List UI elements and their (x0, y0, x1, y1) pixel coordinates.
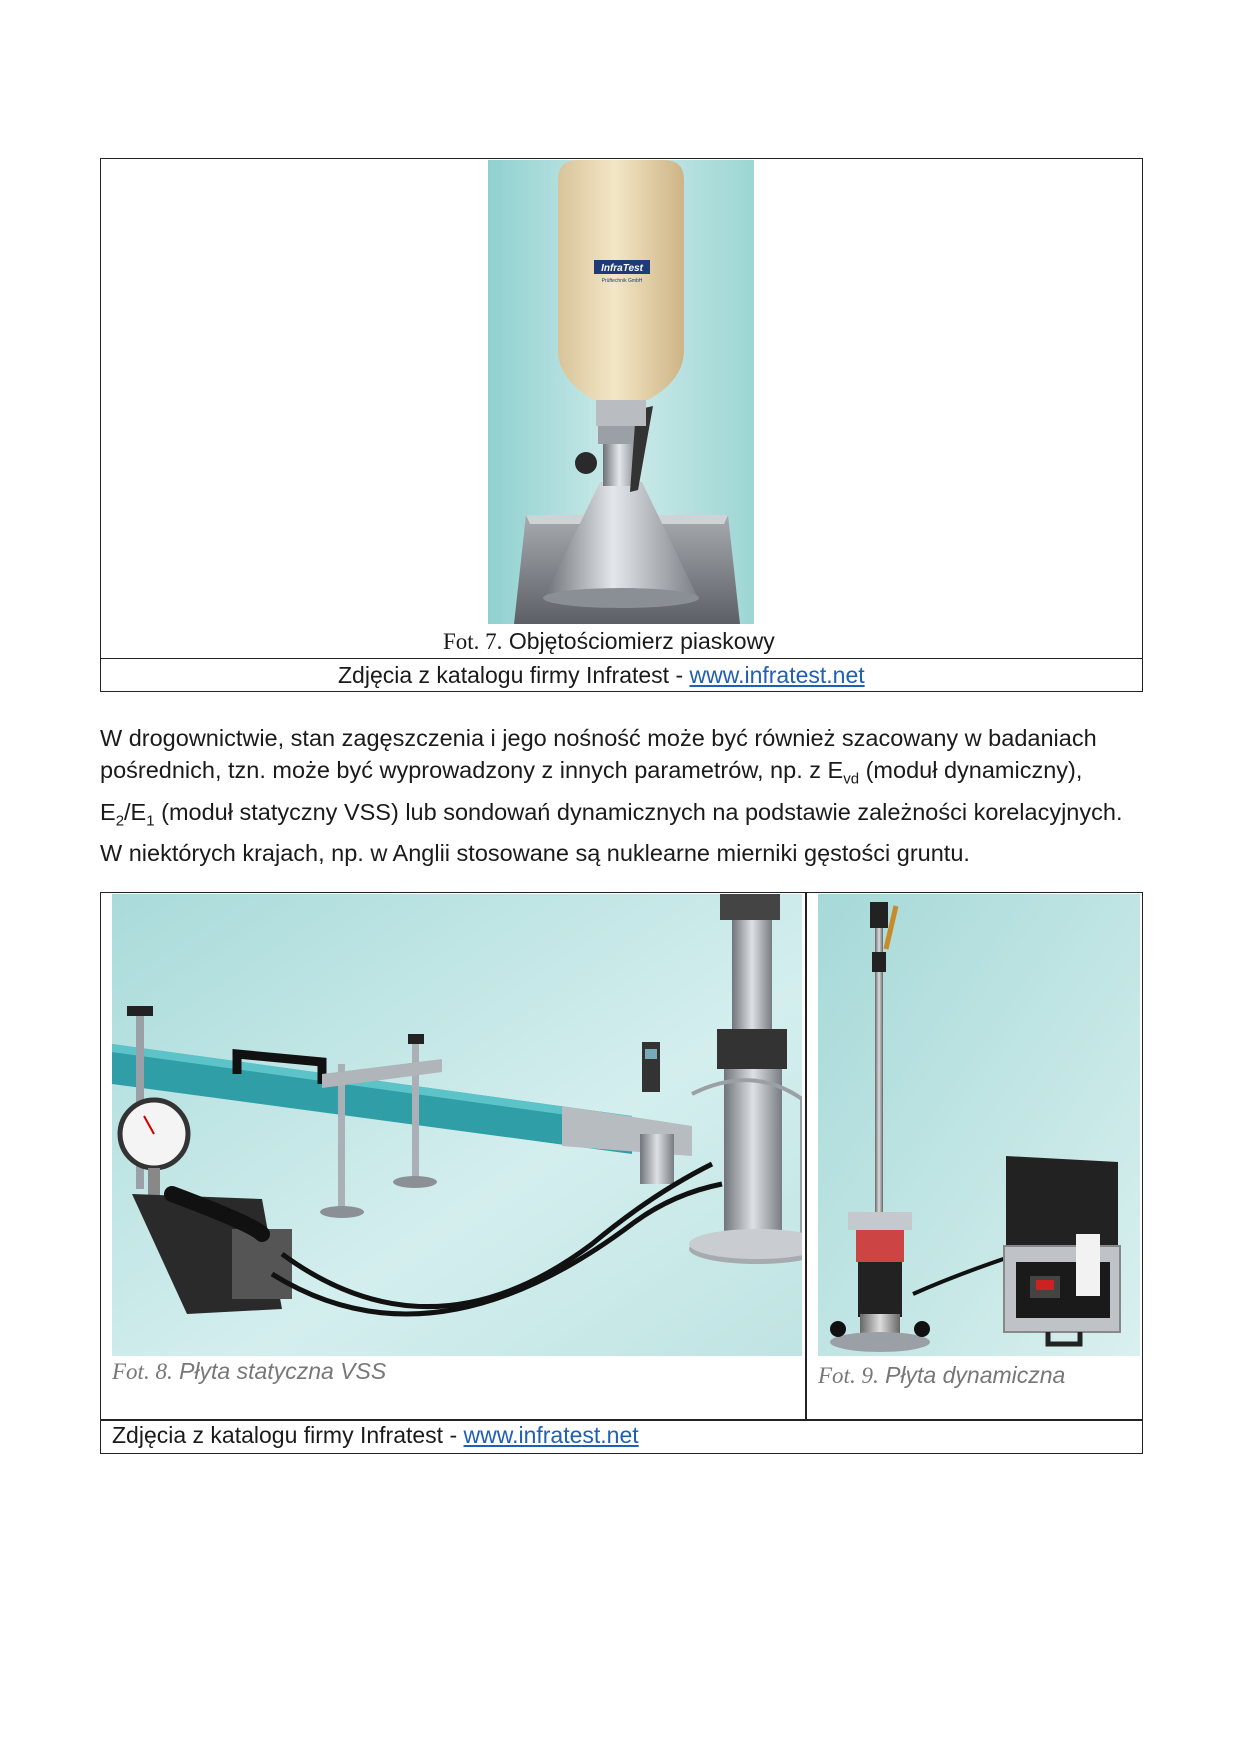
figure7-source-prefix: Zdjęcia z katalogu firmy Infratest - (338, 662, 684, 688)
figure8-caption-prefix: Fot. 8. (112, 1359, 173, 1384)
table-column-divider (805, 892, 807, 1420)
paragraph-line-3-b: /E (124, 798, 147, 825)
e2-subscript: 2 (115, 812, 125, 830)
figure9-caption-text: Płyta dynamiczna (885, 1362, 1066, 1388)
paragraph-line-3-a: E (100, 798, 116, 825)
figure9-dynamic-plate-photo (818, 894, 1140, 1356)
body-paragraph (100, 722, 1140, 869)
figure8-static-plate-photo (112, 894, 802, 1356)
figure9-caption-prefix: Fot. 9. (818, 1363, 879, 1388)
figure8-caption (112, 1358, 386, 1385)
figures-source-prefix: Zdjęcia z katalogu firmy Infratest - (112, 1422, 458, 1448)
bottle-logo-text: InfraTest (601, 263, 643, 274)
paragraph-line-4: W niektórych krajach, np. w Anglii stosowane są nuklearne mierniki gęstości gruntu. (100, 840, 970, 867)
paragraph-line-2-a: pośrednich, tzn. może być wyprowadzony z innych parametrów, np. z E (100, 757, 844, 783)
bottle-logo-subtext: Prüftechnik GmbH (601, 278, 643, 284)
evd-subscript: vd (843, 770, 860, 788)
figures-source (112, 1422, 639, 1449)
figure7-caption (443, 628, 775, 655)
paragraph-line-2 (100, 754, 1140, 796)
paragraph-line-3-c: (moduł statyczny VSS) lub sondowań dynamicznych na podstawie zależności korelacyjnych. (154, 798, 1123, 825)
figure7-sand-cone-photo (488, 160, 754, 624)
figure8-caption-text: Płyta statyczna VSS (179, 1358, 387, 1384)
paragraph-line-2-b: (moduł dynamiczny), (859, 757, 1083, 783)
paragraph-line-1: W drogownictwie, stan zagęszczenia i jego nośność może być również szacowany w badaniach (100, 725, 1097, 751)
figure7-source-link[interactable]: www.infratest.net (689, 662, 865, 688)
figure7-caption-prefix: Fot. 7. (443, 629, 503, 654)
figures-source-link[interactable]: www.infratest.net (463, 1422, 639, 1448)
paragraph-line-3 (100, 796, 1140, 838)
e1-subscript: 1 (146, 812, 155, 830)
figure7-caption-text: Objętościomierz piaskowy (508, 628, 775, 654)
table-row-divider (100, 1419, 1143, 1421)
figure7-source (338, 662, 865, 689)
figure9-caption (818, 1362, 1065, 1389)
